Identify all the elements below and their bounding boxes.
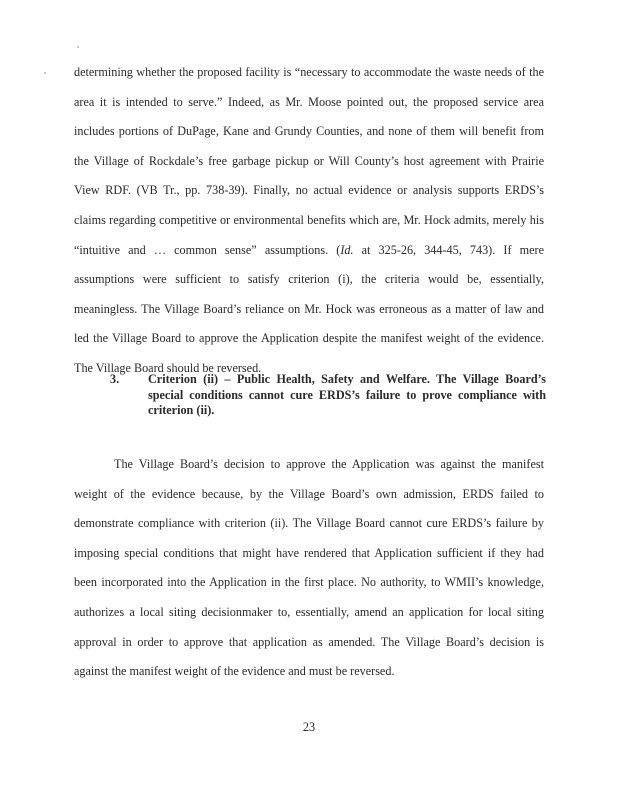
section-number: 3. [110, 372, 120, 386]
section-heading [110, 372, 546, 419]
paragraph-1-text-a: determining whether the proposed facility is “necessary to accommodate the waste needs of the area it is intended to serve.” Indeed, as Mr. Moose pointed out, the proposed service area includes portions of DuPage, Kane and Grundy Counties, and none of them will benefit from the Village of Rockdale’s free garbage pickup or Will County’s host agreement with Prairie View RDF. (VB Tr., pp. 738-39). Finally, no actual evidence or analysis supports ERDS’s claims regarding competitive or environmental benefits which are, Mr. Hock admits, merely his “intuitive and … common sense” assumptions. ( [74, 65, 544, 257]
page-number: 23 [302, 720, 316, 734]
scan-speck [44, 72, 46, 74]
scan-speck [77, 46, 79, 48]
citation-id: Id. [340, 242, 354, 257]
body-paragraph-1 [74, 58, 544, 384]
paragraph-1-text-b: at 325-26, 344-45, 743). If mere assumptions were sufficient to satisfy criterion (i), the criteria would be, essentially, meaningless. The Village Board’s reliance on Mr. Hock was erroneous as a matter of law and led the Village Board to approve the Application despite the manifest weight of the evidence. The Village Board should be reversed. [74, 242, 544, 375]
section-heading-text: Criterion (ii) – Public Health, Safety and Welfare. The Village Board’s special conditions cannot cure ERDS’s failure to prove compliance with criterion (ii). [148, 372, 546, 417]
body-paragraph-2: The Village Board’s decision to approve the Application was against the manifest weight of the evidence because, by the Village Board’s own admission, ERDS failed to demonstrate compliance with criterion (ii). The Village Board cannot cure ERDS’s failure by imposing special conditions that might have rendered that Application sufficient if they had been incorporated into the Application in the first place. No authority, to WMII’s knowledge, authorizes a local siting decisionmaker to, essentially, amend an application for local siting approval in order to approve that application as amended. The Village Board’s decision is against the manifest weight of the evidence and must be reversed. [74, 457, 544, 679]
